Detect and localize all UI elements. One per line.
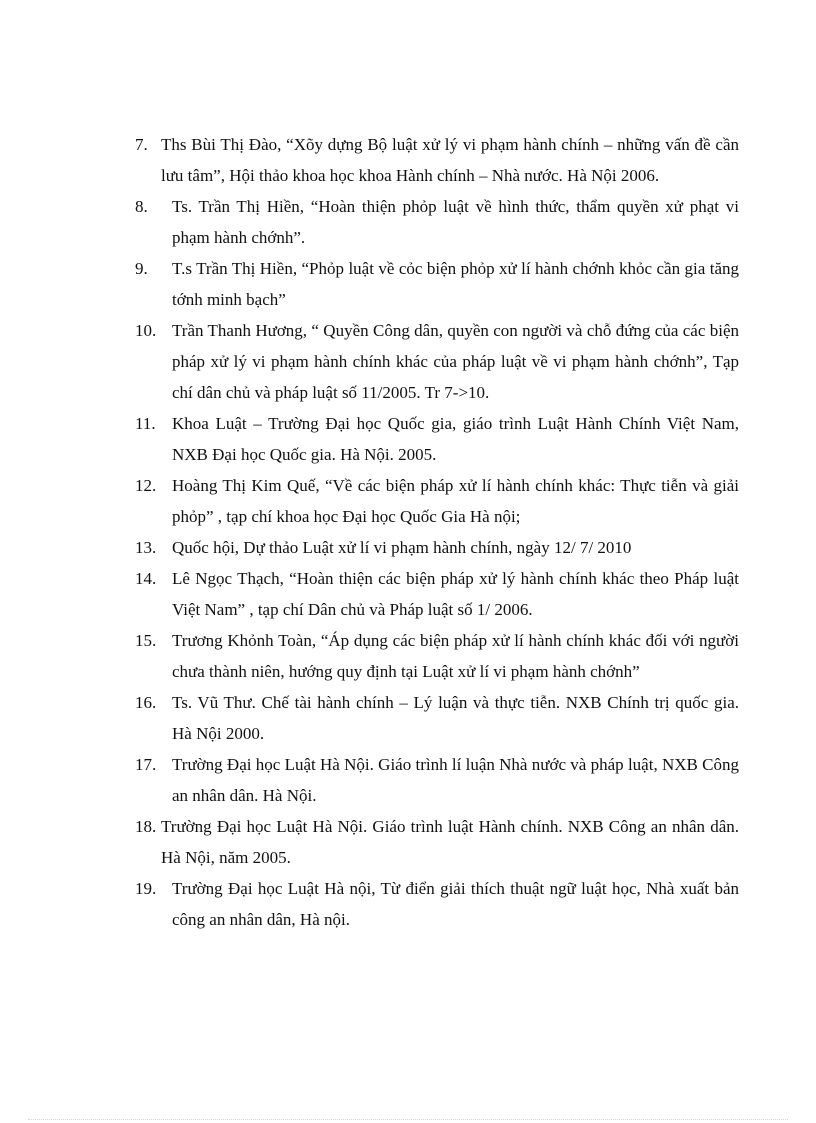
reference-number: 14. [135,569,157,588]
reference-item [135,129,739,191]
reference-number: 17. [135,755,157,774]
reference-text: Trường Đại học Luật Hà nội, Từ điển giải thích thuật ngữ luật học, Nhà xuất bản công an nhân dân, Hà nội. [172,879,739,929]
reference-number: 12. [135,476,157,495]
reference-number: 8. [135,197,148,216]
reference-number: 7. [135,135,148,154]
reference-text: Ts. Vũ Thư. Chế tài hành chính – Lý luận và thực tiễn. NXB Chính trị quốc gia. Hà Nội 2000. [172,693,739,743]
reference-number: 18. [135,817,157,836]
reference-item [135,811,739,873]
reference-item [135,873,739,935]
reference-item [135,315,739,408]
reference-item [135,253,739,315]
page-bottom-divider [28,1119,788,1120]
reference-number: 10. [135,321,157,340]
reference-number: 13. [135,538,157,557]
reference-number: 9. [135,259,148,278]
reference-text: Ts. Trần Thị Hiền, “Hoàn thiện phỏp luật về hình thức, thẩm quyền xử phạt vi phạm hành chớnh”. [172,197,739,247]
reference-list [135,129,739,935]
reference-text: Khoa Luật – Trường Đại học Quốc gia, giáo trình Luật Hành Chính Việt Nam, NXB Đại học Quốc gia. Hà Nội. 2005. [172,414,739,464]
reference-item [135,687,739,749]
reference-text: Hoàng Thị Kim Quế, “Về các biện pháp xử lí hành chính khác: Thực tiễn và giải phỏp” , tạp chí khoa học Đại học Quốc Gia Hà nội; [172,476,739,526]
reference-number: 19. [135,879,157,898]
reference-item [135,749,739,811]
reference-item [135,625,739,687]
reference-text: Trương Khỏnh Toàn, “Áp dụng các biện pháp xử lí hành chính khác đối với người chưa thành niên, hướng quy định tại Luật xử lí vi phạm hành chớnh” [172,631,739,681]
reference-number: 16. [135,693,157,712]
reference-text: Trường Đại học Luật Hà Nội. Giáo trình lí luận Nhà nước và pháp luật, NXB Công an nhân dân. Hà Nội. [172,755,739,805]
reference-text: Ths Bùi Thị Đào, “Xõy dựng Bộ luật xử lý vi phạm hành chính – những vấn đề cần lưu tâm”, Hội thảo khoa học khoa Hành chính – Nhà nước. Hà Nội 2006. [161,135,739,185]
reference-text: Trường Đại học Luật Hà Nội. Giáo trình luật Hành chính. NXB Công an nhân dân. Hà Nội, năm 2005. [161,817,739,867]
reference-item [135,408,739,470]
reference-item [135,191,739,253]
reference-item [135,532,739,563]
reference-item [135,563,739,625]
reference-number: 15. [135,631,157,650]
reference-text: Lê Ngọc Thạch, “Hoàn thiện các biện pháp xử lý hành chính khác theo Pháp luật Việt Nam” , tạp chí Dân chủ và Pháp luật số 1/ 2006. [172,569,739,619]
reference-number: 11. [135,414,156,433]
reference-item [135,470,739,532]
reference-text: Quốc hội, Dự thảo Luật xử lí vi phạm hành chính, ngày 12/ 7/ 2010 [172,538,632,557]
reference-text: Trần Thanh Hương, “ Quyền Công dân, quyền con người và chỗ đứng của các biện pháp xử lý vi phạm hành chính khác của pháp luật về vi phạm hành chớnh”, Tạp chí dân chủ và pháp luật số 11/2005. Tr 7->10. [172,321,739,402]
reference-text: T.s Trần Thị Hiền, “Phỏp luật về cỏc biện phỏp xử lí hành chớnh khỏc cần gia tăng tớnh minh bạch” [172,259,739,309]
